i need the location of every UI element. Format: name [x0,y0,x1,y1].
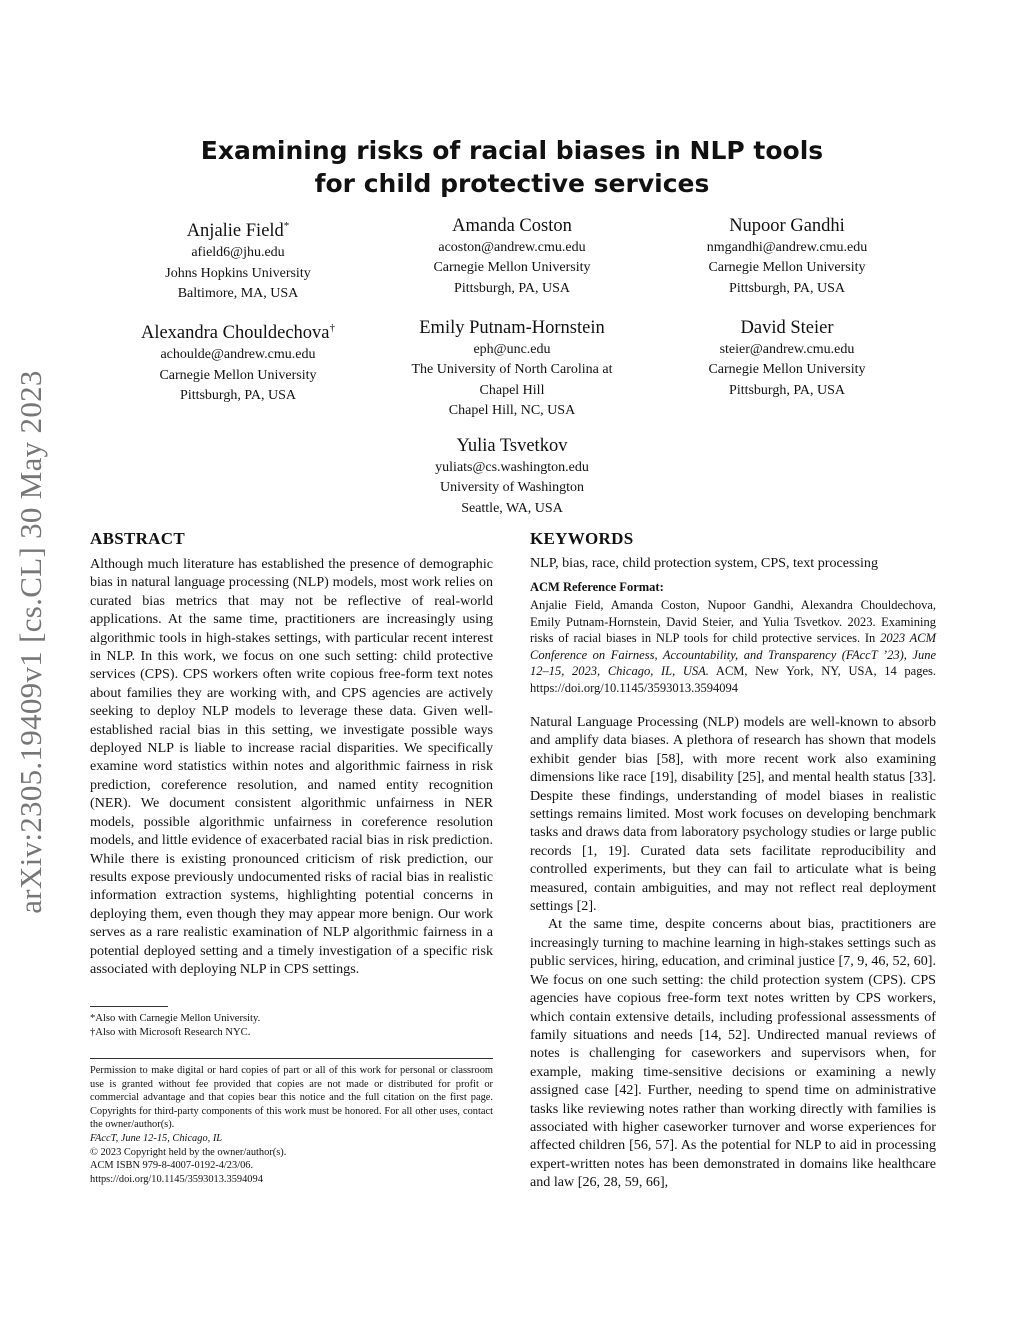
author-affiliation: The University of North Carolina at [411,362,613,378]
doi-link[interactable]: https://doi.org/10.1145/3593013.3594094 [90,1173,263,1185]
title-line-1: Examining risks of racial biases in NLP tools [200,136,824,165]
author-affiliation: Johns Hopkins University [165,265,311,281]
permission-divider [90,1058,493,1059]
keywords-heading: KEYWORDS [530,529,634,548]
author-email: steier@andrew.cmu.edu [719,342,855,357]
author-block [382,317,642,422]
conference-venue: FAccT, June 12-15, Chicago, IL [90,1132,223,1144]
author-affiliation: Carnegie Mellon University [159,367,317,383]
footnote-2: †Also with Microsoft Research NYC. [90,1027,251,1038]
author-email: acoston@andrew.cmu.edu [438,240,586,255]
acm-reference-body: Anjalie Field, Amanda Coston, Nupoor Gandhi, Alexandra Chouldechova, Emily Putnam-Hornstein, David Steier, and Yulia Tsvetkov. 2023. Examining risks of racial biases in NLP tools for child protective services. In 2023 ACM Conference on Fairness, Accountability, and Transparency (FAccT ’23), June 12–15, 2023, Chicago, IL, USA. ACM, New York, NY, USA, 14 pages. https://doi.org/10.1145/3593013.3594094 [530,598,937,695]
author-location: Seattle, WA, USA [461,500,563,516]
author-block [382,215,642,299]
isbn-line: ACM ISBN 979-8-4007-0192-4/23/06. [90,1160,254,1172]
author-location: Pittsburgh, PA, USA [729,280,845,296]
footnote-divider [90,1006,168,1007]
author-email: afield6@jhu.edu [191,245,285,261]
intro-paragraph-2: At the same time, despite concerns about bias, practitioners are increasingly turning to machine learning in high-stakes settings such as public services, hiring, education, and criminal justice [7, 9, 46, 52, 60]. We focus on one such setting: the child protection system (CPS). CPS agencies have copious free-form text notes written by CPS workers, which contain extensive details, including professional assessments of family situations and needs [14, 52]. Undirected manual reviews of notes is challenging for caseworkers and supervisors when, for example, making time-sensitive decisions or examining a newly assigned case [42]. Further, needing to spend time on administrative tasks like reviewing notes rather than working directly with families is associated with higher caseworker turnover and worse experiences for affected children [56, 57]. As the potential for NLP to aid in processing expert-written notes has been demonstrated in domains like healthcare and law [26, 28, 59, 66], [530,916,936,1191]
author-email: achoulde@andrew.cmu.edu [160,347,316,363]
author-location: Pittsburgh, PA, USA [180,387,296,403]
author-block [382,435,642,519]
author-location: Baltimore, MA, USA [177,285,299,301]
author-block [108,215,368,304]
author-email: nmgandhi@andrew.cmu.edu [706,240,868,255]
author-name: Amanda Coston [452,216,572,236]
author-name: Yulia Tsvetkov [456,436,568,456]
author-affiliation: Carnegie Mellon University [708,362,866,378]
paper-title [120,134,904,200]
arxiv-identifier-stamp: arXiv:2305.19409v1 [cs.CL] 30 May 2023 [13,370,48,914]
permission-notice [90,1064,493,1186]
author-affiliation: University of Washington [439,480,585,496]
author-email: yuliats@cs.washington.edu [435,460,589,475]
abstract-heading: ABSTRACT [90,529,185,548]
author-name: Emily Putnam-Hornstein [419,318,605,338]
author-name: Anjalie Field* [186,220,290,242]
author-affiliation-cont: Chapel Hill [479,382,545,398]
author-name: David Steier [740,318,834,338]
author-block [657,317,917,401]
author-name: Alexandra Chouldechova† [140,322,336,344]
author-block [108,317,368,406]
abstract-body [90,555,493,978]
introduction-body [530,713,936,1192]
permission-text: Permission to make digital or hard copies of part or all of this work for personal or classroom use is granted without fee provided that copies are not made or distributed for profit or commercial advantage and that copies bear this notice and the full citation on the first page. Copyrights for third-party components of this work must be honored. For all other uses, contact the owner/author(s). [90,1065,493,1131]
title-line-2: for child protective services [314,169,710,198]
footnote-1: *Also with Carnegie Mellon University. [90,1013,261,1024]
author-name: Nupoor Gandhi [729,216,845,236]
author-footnotes [90,1012,493,1040]
author-affiliation: Carnegie Mellon University [708,260,866,276]
abstract-paragraph: Although much literature has established the presence of demographic bias in natural language processing (NLP) models, most work relies on curated bias metrics that may not be reflective of real-world applications. At the same time, practitioners are increasingly using algorithmic tools in high-stakes settings, with particular recent interest in NLP. In this work, we focus on one such setting: child protective services (CPS). CPS workers often write copious free-form text notes about families they are working with, and CPS agencies are actively seeking to deploy NLP models to leverage these data. Given well-established racial bias in this setting, we investigate possible ways deployed NLP is liable to increase racial disparities. We specifically examine word statistics within notes and algorithmic fairness in risk prediction, coreference resolution, and named entity recognition (NER). We document consistent algorithmic unfairness in NER models, possible algorithmic unfairness in coreference resolution models, and little evidence of exacerbated racial bias in risk prediction. While there is existing pronounced criticism of risk prediction, our results expose previously undocumented risks of racial bias in realistic information extraction systems, highlighting potential concerns in deploying them, even though they may appear more benign. Our work serves as a rare realistic examination of NLP algorithmic fairness in a potential deployed setting and a timely investigation of a specific risk associated with deploying NLP in CPS settings. [90,556,493,977]
author-affiliation: Carnegie Mellon University [433,260,591,276]
copyright-line: © 2023 Copyright held by the owner/author(s). [90,1146,287,1158]
keywords-list: NLP, bias, race, child protection system, CPS, text processing [530,555,878,571]
intro-paragraph-1: Natural Language Processing (NLP) models are well-known to absorb and amplify data biases. A plethora of research has shown that models exhibit gender bias [58], with more recent work also examining dimensions like race [19], disability [25], and mental health status [33]. Despite these findings, understanding of model biases in realistic settings remains limited. Most work focuses on developing benchmark tasks and draws data from laboratory psychology studies or large public records [1, 19]. Curated data sets facilitate reproducibility and controlled experiments, but they can fail to articulate what is being measured, contain ambiguities, and may not reflect real deployment settings [2]. [530,714,936,915]
author-location: Pittsburgh, PA, USA [454,280,570,296]
author-location: Chapel Hill, NC, USA [448,403,576,419]
author-email: eph@unc.edu [473,342,551,357]
author-location: Pittsburgh, PA, USA [729,382,845,398]
author-block [657,215,917,299]
acm-reference-heading: ACM Reference Format: [530,580,664,594]
